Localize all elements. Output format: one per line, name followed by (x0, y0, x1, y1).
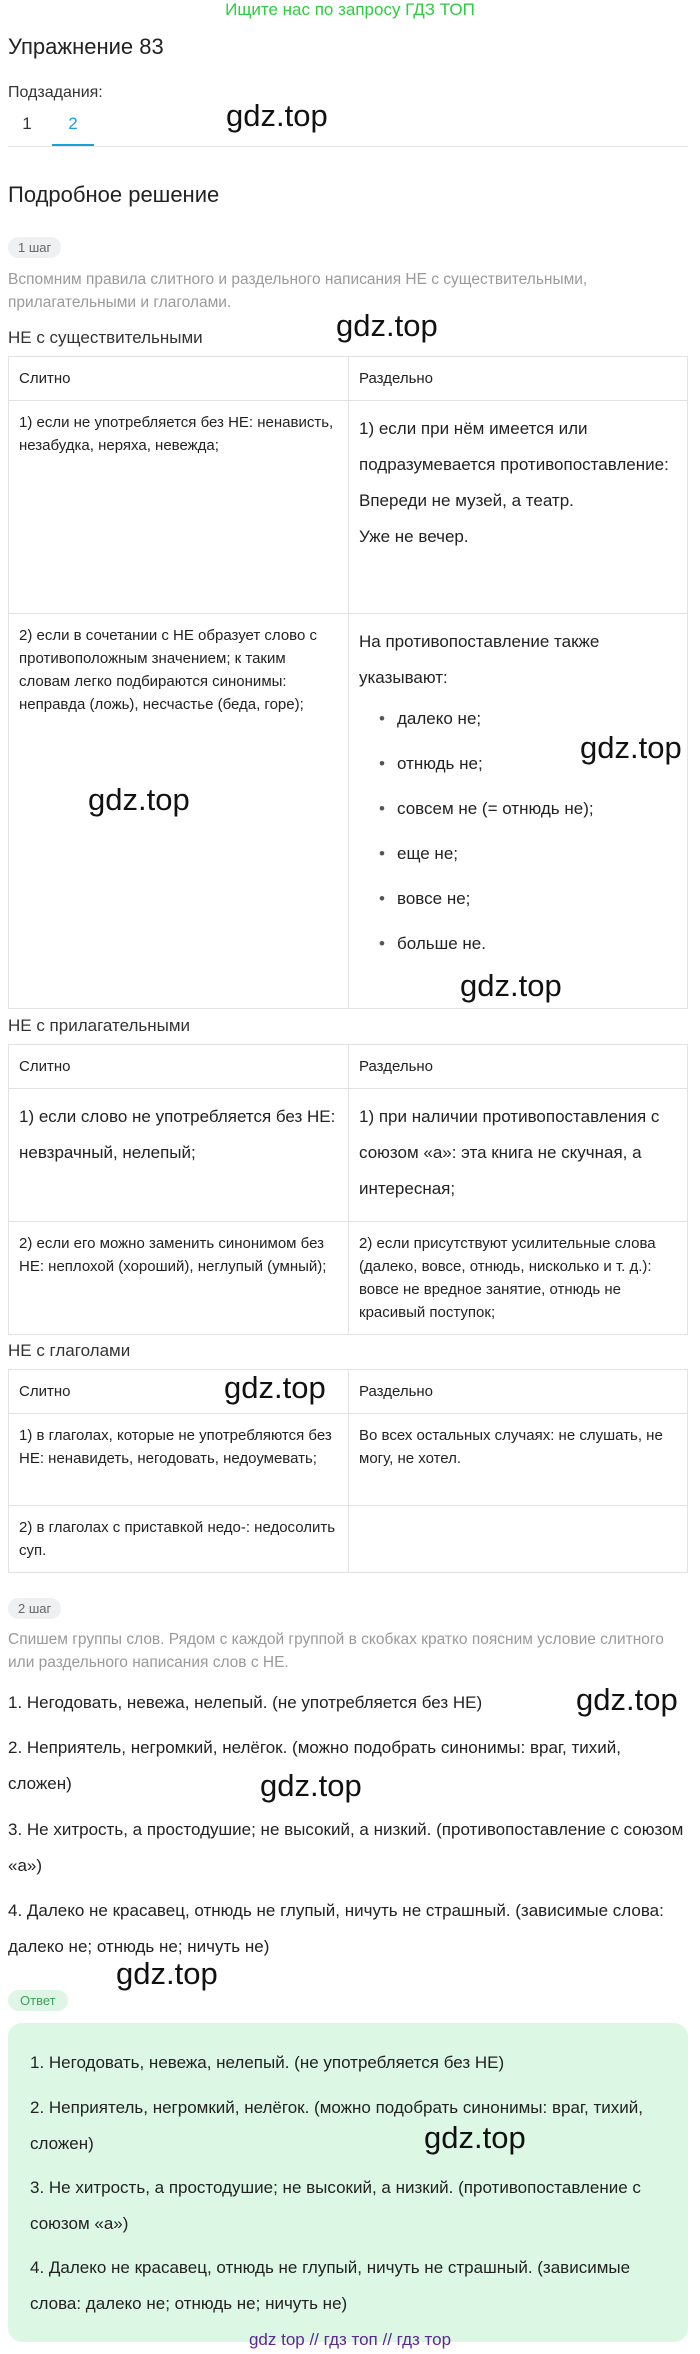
watermark: gdz.top (580, 730, 682, 765)
watermark: gdz.top (460, 968, 562, 1003)
table-header-cell: Раздельно (349, 357, 688, 401)
list-item: • вовсе не; (359, 876, 677, 921)
table-cell (349, 1506, 688, 1573)
watermark: gdz.top (116, 1956, 218, 1991)
nouns-heading: НЕ с существительными (8, 328, 203, 347)
watermark: gdz.top (576, 1682, 678, 1717)
verbs-heading: НЕ с глаголами (8, 1341, 131, 1360)
step-1-badge: 1 шаг (8, 237, 61, 258)
watermark: gdz.top (226, 98, 328, 133)
watermark: gdz.top (224, 1370, 326, 1405)
example-text: Впереди не музей, а театр. (359, 491, 574, 510)
watermark: gdz.top (260, 1768, 362, 1803)
solution-title: Подробное решение (8, 182, 220, 207)
table-header-cell: Слитно (9, 1370, 349, 1414)
table-cell: 1) если не употребляется без НЕ: ненависть, незабудка, неряха, невежда; (9, 401, 349, 614)
answer-item: 2. Неприятель, негромкий, нелёгок. (можно подобрать синонимы: враг, тихий, сложен) (30, 2098, 643, 2153)
watermark: gdz.top (336, 308, 438, 343)
table-cell: 2) если присутствуют усилительные слова (далеко, вовсе, отнюдь, нисколько и т. д.): вовсе не вредное занятие, отнюдь не красивый поступок; (349, 1222, 688, 1335)
table-cell (349, 401, 688, 614)
active-tab-indicator (52, 144, 94, 146)
tab-subtask-2[interactable]: 2 (68, 114, 78, 133)
watermark: gdz.top (424, 2120, 526, 2155)
solution-item: 4. Далеко не красавец, отнюдь не глупый, ничуть не страшный. (зависимые слова: далеко не; отнюдь не; ничуть не) (8, 1901, 664, 1956)
table-cell: 2) если в сочетании с НЕ образует слово с противоположным значением; к таким словам легко подбираются синонимы: неправда (ложь), несчастье (беда, горе); (9, 614, 349, 1009)
verbs-table (8, 1369, 688, 1573)
table-header-cell: Раздельно (349, 1370, 688, 1414)
rule-text: 1) если при нём имеется или подразумевается противопоставление: (359, 419, 669, 474)
adjectives-table (8, 1044, 688, 1335)
table-cell: 2) если его можно заменить синонимом без НЕ: неплохой (хороший), неглупый (умный); (9, 1222, 349, 1335)
solution-item: 2. Неприятель, негромкий, нелёгок. (можно подобрать синонимы: враг, тихий, сложен) (8, 1738, 621, 1793)
page-title: Упражнение 83 (8, 34, 164, 59)
answer-item: 3. Не хитрость, а простодушие; не высокий, а низкий. (противопоставление с союзом «а») (30, 2178, 641, 2233)
table-header-cell: Слитно (9, 1045, 349, 1089)
tab-subtask-1[interactable]: 1 (22, 114, 32, 133)
list-item: • совсем не (= отнюдь не); (359, 786, 677, 831)
solution-item: 1. Негодовать, невежа, нелепый. (не употребляется без НЕ) (8, 1693, 483, 1712)
tabs-divider (8, 146, 688, 147)
table-cell: Во всех остальных случаях: не слушать, не могу, не хотел. (349, 1414, 688, 1506)
table-cell: 2) в глаголах с приставкой недо-: недосолить суп. (9, 1506, 349, 1573)
answer-badge: Ответ (8, 1990, 68, 2011)
table-cell: 1) при наличии противопоставления с союзом «а»: эта книга не скучная, а интересная; (349, 1089, 688, 1222)
list-item: • далеко не; (359, 696, 677, 741)
table-header-cell: Раздельно (349, 1045, 688, 1089)
step-2-badge: 2 шаг (8, 1598, 61, 1619)
search-banner: Ищите нас по запросу ГДЗ ТОП (225, 0, 475, 19)
list-item: • больше не. (359, 921, 677, 966)
footer-links[interactable]: gdz top // гдз топ // гдз тор (248, 2330, 452, 2349)
solution-item: 3. Не хитрость, а простодушие; не высокий, а низкий. (противопоставление с союзом «а») (8, 1820, 684, 1875)
list-item: • отнюдь не; (359, 741, 677, 786)
answer-item: 1. Негодовать, невежа, нелепый. (не употребляется без НЕ) (30, 2053, 505, 2072)
step-1-intro: Вспомним правила слитного и раздельного написания НЕ с существительными, прилагательными и глаголами. (8, 271, 588, 311)
step-2-intro: Спишем группы слов. Рядом с каждой группой в скобках кратко поясним условие слитного или раздельного написания слов с НЕ. (8, 1631, 664, 1671)
list-item: • еще не; (359, 831, 677, 876)
table-cell (349, 614, 688, 1009)
example-text: Уже не вечер. (359, 527, 469, 546)
table-cell: 1) в глаголах, которые не употребляются без НЕ: ненавидеть, негодовать, недоумевать; (9, 1414, 349, 1506)
table-cell: 1) если слово не употребляется без НЕ: невзрачный, нелепый; (9, 1089, 349, 1222)
watermark: gdz.top (88, 782, 190, 817)
table-header-cell: Слитно (9, 357, 349, 401)
nouns-table (8, 356, 688, 1009)
rule-text: На противопоставление также указывают: (359, 632, 600, 687)
answer-item: 4. Далеко не красавец, отнюдь не глупый, ничуть не страшный. (зависимые слова: далеко не; отнюдь не; ничуть не) (30, 2258, 631, 2313)
subtasks-label: Подзадания: (8, 84, 103, 101)
adjectives-heading: НЕ с прилагательными (8, 1016, 191, 1035)
